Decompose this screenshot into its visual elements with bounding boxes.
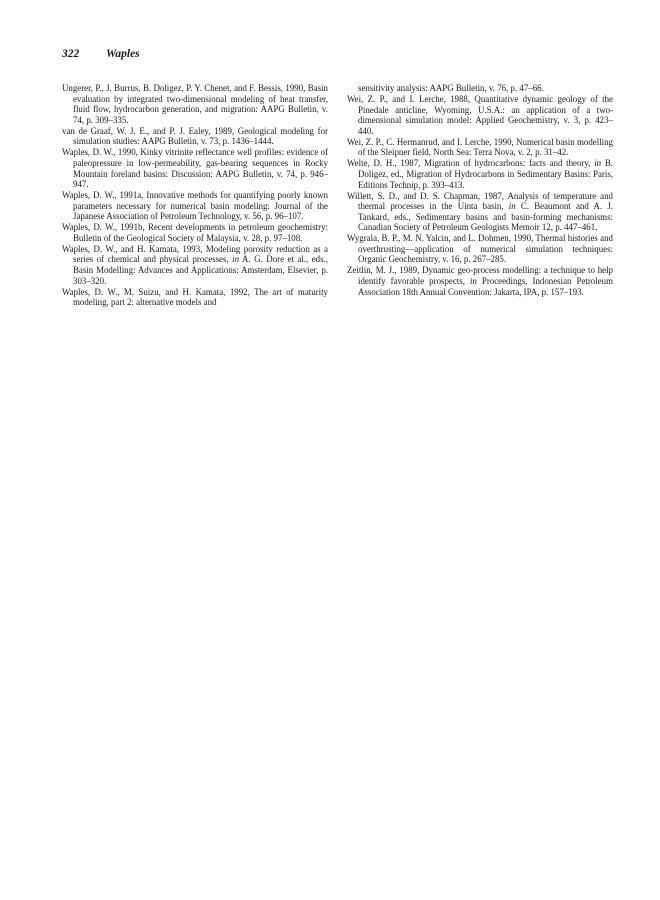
reference-entry [62, 244, 328, 286]
reference-entry: Waples, D. W., 1991a, Innovative methods for quantifying poorly known parameters necessary for numerical basin modeling: Journal of the Japanese Association of Petroleum Technology, v. 56, p. 96–107. [62, 190, 328, 222]
references-right-column [347, 83, 613, 298]
reference-text: B. Doligez, ed., Migration of Hydrocarbons in Sedimentary Basins: Paris, Editions Technip, p. 393–413. [358, 158, 613, 190]
reference-continuation: sensitivity analysis: AAPG Bulletin, v. 76, p. 47–66. [358, 83, 544, 93]
reference-text: C. Beaumont and A. J. Tankard, eds., Sedimentary basins and basin-forming mechanisms: Canadian Society of Petroleum Geologists Memoir 12, p. 447–461. [358, 201, 613, 233]
reference-italic-in: in [508, 201, 516, 212]
page-number: 322 [62, 48, 80, 60]
reference-entry: Waples, D. W., M. Suizu, and H. Kamata, 1992, The art of maturity modeling, part 2: alternative models and [62, 286, 328, 308]
reference-entry: Wygrala, B. P., M. N. Yalcin, and L. Dohmen, 1990, Thermal histories and overthrusting—application of numerical simulation techniques: Organic Geochemistry, v. 16, p. 267–285. [347, 233, 613, 265]
reference-text: A. G. Dore et al., eds., Basin Modelling: Advances and Applications: Amsterdam, Elsevier, p. 303–320. [73, 254, 328, 286]
reference-text: Waples, D. W., and H. Kamata, 1993, Modeling porosity reduction as a series of chemical and physical processes, [62, 243, 328, 265]
reference-text: Willett, S. D., and D. S. Chapman, 1987, Analysis of temperature and thermal processes in the Uinta basin, [347, 190, 613, 212]
reference-entry: Wei, Z. P., and I. Lerche, 1988, Quantitative dynamic geology of the Pinedale anticline, Wyoming, U.S.A.: an application of a two-dimensional simulation model: Applied Geochemistry, v. 3, p. 423–440. [347, 93, 613, 136]
reference-italic-in: in [594, 158, 602, 169]
reference-text: Welte, D. H., 1987, Migration of hydrocarbons: facts and theory, [347, 158, 595, 169]
reference-text: Zeitlin, M. J., 1989, Dynamic geo-process modelling: a technique to help identify favorable prospects, [347, 265, 613, 287]
references-left-column [62, 83, 328, 308]
running-title: Waples [106, 48, 140, 60]
reference-italic-in: in [232, 254, 240, 265]
reference-text: Proceedings, Indonesian Petroleum Association 18th Annual Convention: Jakarta, IPA, p. 157–193. [358, 276, 613, 297]
reference-entry [347, 265, 613, 297]
reference-entry: Waples, D. W., 1990, Kinky vitrinite reflectance well profiles: evidence of paleopressure in low-permeability, gas-bearing sequences in Rocky Mountain foreland basins: Discussion: AAPG Bulletin, v. 74, p. 946–947. [62, 147, 328, 190]
reference-entry: Wei, Z. P., C. Hermanrud, and I. Lerche, 1990, Numerical basin modelling of the Sleipner field, North Sea: Terra Nova, v. 2, p. 31–42. [347, 136, 613, 158]
reference-entry [347, 158, 613, 190]
reference-italic-in: in [469, 276, 477, 287]
reference-entry: van de Graaf, W. J. E., and P. J. Ealey, 1989, Geological modeling for simulation studies: AAPG Bulletin, v. 73, p. 1436–1444. [62, 125, 328, 147]
reference-entry: Waples, D. W., 1991b, Recent developments in petroleum geochemistry: Bulletin of the Geological Society of Malaysia, v. 28, p. 97–108. [62, 222, 328, 243]
running-head [62, 48, 140, 60]
reference-entry: Ungerer, P., J. Burrus, B. Doligez, P. Y. Chenet, and F. Bessis, 1990, Basin evaluation by integrated two-dimensional modeling of heat transfer, fluid flow, hydrocarbon generation, and migration: AAPG Bulletin, v. 74, p. 309–335. [62, 83, 328, 125]
reference-entry [347, 191, 613, 233]
